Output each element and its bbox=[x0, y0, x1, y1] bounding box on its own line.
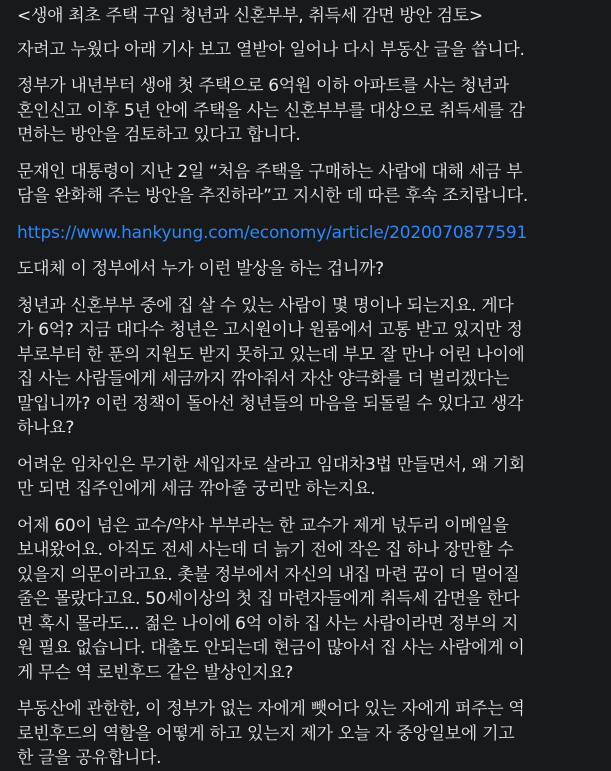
post-paragraph: 어려운 임차인은 무기한 세입자로 살라고 임대차3법 만들면서, 왜 기회 만 되면 집주인에게 세금 깎아줄 궁리만 하는지요. bbox=[17, 454, 525, 499]
post-paragraph: 어제 60이 넘은 교수/약사 부부라는 한 교수가 제게 넋두리 이메일을 보내왔어요. 아직도 전세 사는데 더 늙기 전에 작은 집 하나 장만할 수 있을지 의문이라고요. 촛불 정부에서 자신의 내집 마련 꿈이 더 멀어질 줄은 몰랐다고요. 50세이상의 첫 집 마련자들에게 취득세 감면을 한다 면 혹시 몰라도... 젊은 나이에 6억 이하 집 사는 사람이라면 정부의 지 원 필요 없습니다. 대출도 안되는데 현금이 많아서 집 사는 사람에게 이 게 무슨 역 로빈후드 같은 발상인지요? bbox=[17, 515, 525, 683]
article-link[interactable]: https://www.hankyung.com/economy/article/2020070877591 bbox=[17, 222, 528, 243]
post-title: <생애 최초 주택 구입 청년과 신혼부부, 취득세 감면 방안 검토> bbox=[17, 6, 483, 26]
post-paragraph: 문재인 대통령이 지난 2일 “처음 주택을 구매하는 사람에 대해 세금 부 담을 완화해 주는 방안을 추진하라”고 지시한 데 따른 후속 조치랍니다. bbox=[17, 161, 528, 206]
post-paragraph: 청년과 신혼부부 중에 집 살 수 있는 사람이 몇 명이나 되는지요. 게다 가 6억? 지금 대다수 청년은 고시원이나 원룸에서 고통 받고 있지만 정 부로부터 한 푼의 지원도 받지 못하고 있는데 부모 잘 만나 어린 나이에 집 사는 사람들에게 세금까지 깎아줘서 자산 양극화를 더 벌리겠다는 말입니까? 이런 정책이 돌아선 청년들의 마음을 되돌릴 수 있다고 생각 하나요? bbox=[17, 295, 525, 438]
post-paragraph: 도대체 이 정부에서 누가 이런 발상을 하는 겁니까? bbox=[17, 259, 384, 279]
post-paragraph: 자려고 누웠다 아래 기사 보고 열받아 일어나 다시 부동산 글을 씁니다. bbox=[17, 39, 525, 60]
post-paragraph: 부동산에 관한한, 이 정부가 없는 자에게 뺏어다 있는 자에게 퍼주는 역 로빈후드의 역할을 어떻게 하고 있는지 제가 오늘 자 중앙일보에 기고 한 글을 공유합니다. bbox=[17, 699, 525, 768]
post-paragraph: 정부가 내년부터 생애 첫 주택으로 6억원 이하 아파트를 사는 청년과 혼인신고 이후 5년 안에 주택을 사는 신혼부부를 대상으로 취득세를 감 면하는 방안을 검토하고 있다고 합니다. bbox=[17, 76, 525, 145]
